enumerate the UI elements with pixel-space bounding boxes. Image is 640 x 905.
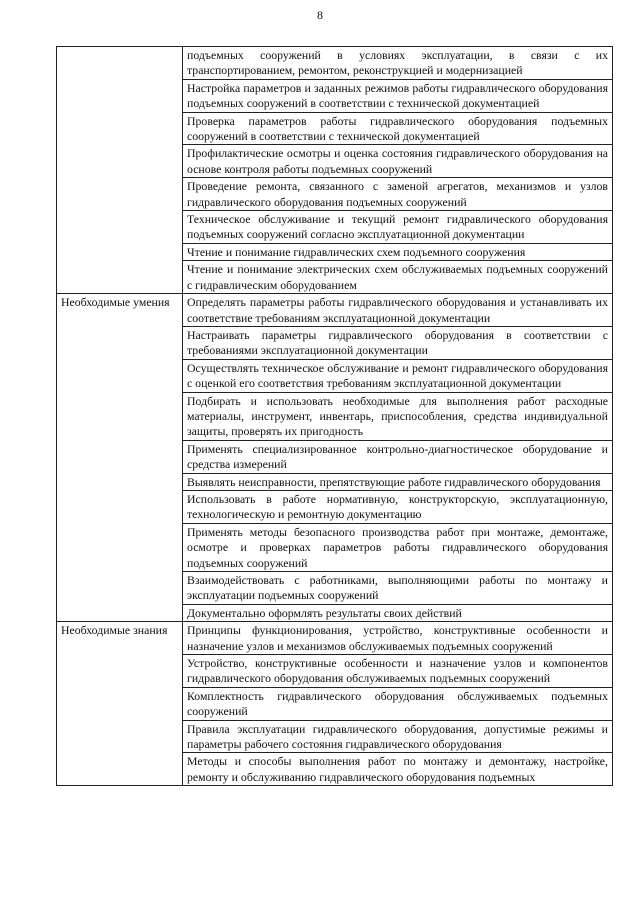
table-cell: Чтение и понимание электрических схем обслуживаемых подъемных сооружений с гидравлическим оборудованием [183, 261, 613, 294]
section-label: Необходимые знания [57, 622, 183, 786]
section-label [57, 47, 183, 294]
table-cell: Принципы функционирования, устройство, конструктивные особенности и назначение узлов и механизмов обслуживаемых подъемных сооружений [183, 622, 613, 655]
table-row [57, 47, 613, 80]
table-cell: Использовать в работе нормативную, конструкторскую, эксплуатационную, технологическую и ремонтную документацию [183, 490, 613, 523]
table-cell: Профилактические осмотры и оценка состояния гидравлического оборудования на основе контроля работы подъемных сооружений [183, 145, 613, 178]
table-row [57, 294, 613, 327]
table-cell: Выявлять неисправности, препятствующие работе гидравлического оборудования [183, 473, 613, 490]
table-cell: Проверка параметров работы гидравлического оборудования подъемных сооружений в соответствии с технической документацией [183, 112, 613, 145]
table-cell: Техническое обслуживание и текущий ремонт гидравлического оборудования подъемных сооружений согласно эксплуатационной документации [183, 211, 613, 244]
table-cell: Правила эксплуатации гидравлического оборудования, допустимые режимы и параметры рабочего состояния гидравлического оборудования [183, 720, 613, 753]
table-cell: Методы и способы выполнения работ по монтажу и демонтажу, настройке, ремонту и обслуживанию гидравлического оборудования подъемных [183, 753, 613, 786]
table-cell: Проведение ремонта, связанного с заменой агрегатов, механизмов и узлов гидравлического оборудования подъемных сооружений [183, 178, 613, 211]
table-cell: Осуществлять техническое обслуживание и ремонт гидравлического оборудования с оценкой его соответствия требованиям эксплуатационной документации [183, 359, 613, 392]
table-cell: Чтение и понимание гидравлических схем подъемного сооружения [183, 243, 613, 260]
requirements-table [56, 46, 613, 786]
table-cell: Применять методы безопасного производства работ при монтаже, демонтаже, осмотре и проверках параметров работы гидравлического оборудования подъемных сооружений [183, 523, 613, 571]
table-row [57, 622, 613, 655]
table-cell: Определять параметры работы гидравлического оборудования и устанавливать их соответствие требованиям эксплуатационной документации [183, 294, 613, 327]
table-cell: Подбирать и использовать необходимые для выполнения работ расходные материалы, инструмент, инвентарь, приспособления, средства индивидуальной защиты, проверять их пригодность [183, 392, 613, 440]
table-cell: Комплектность гидравлического оборудования обслуживаемых подъемных сооружений [183, 687, 613, 720]
table-cell: Устройство, конструктивные особенности и назначение узлов и компонентов гидравлического оборудования обслуживаемых подъемных сооружений [183, 655, 613, 688]
table-cell: Взаимодействовать с работниками, выполняющими работы по монтажу и эксплуатации подъемных сооружений [183, 572, 613, 605]
table-cell: Настройка параметров и заданных режимов работы гидравлического оборудования подъемных сооружений в соответствии с технической документацией [183, 79, 613, 112]
page-number: 8 [317, 8, 323, 22]
table-cell: Настраивать параметры гидравлического оборудования в соответствии с требованиями эксплуатационной документации [183, 326, 613, 359]
table-cell: подъемных сооружений в условиях эксплуатации, в связи с их транспортированием, ремонтом, реконструкцией и модернизацией [183, 47, 613, 80]
table-cell: Применять специализированное контрольно-диагностическое оборудование и средства измерений [183, 440, 613, 473]
table-cell: Документально оформлять результаты своих действий [183, 604, 613, 621]
section-label: Необходимые умения [57, 294, 183, 622]
